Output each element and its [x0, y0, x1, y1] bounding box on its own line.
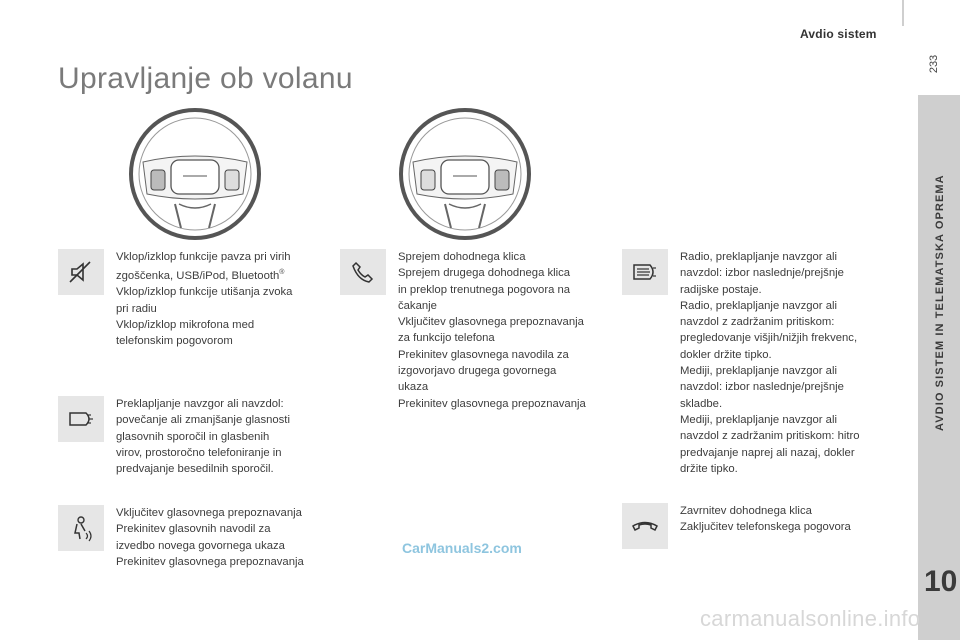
phone-answer-description: [398, 249, 586, 412]
page-number: 233: [928, 54, 941, 74]
header-divider: [902, 0, 904, 26]
radio-media-description: [680, 249, 860, 477]
text-line: skladbe.: [680, 397, 723, 410]
text-line: dokler držite tipko.: [680, 348, 772, 361]
chapter-number: 10: [924, 565, 958, 598]
text-line: izvedbo novega govornega ukaza: [116, 539, 285, 552]
text-line: predvajanje naprej ali nazaj, dokler: [680, 446, 855, 459]
volume-control-description: [116, 396, 290, 477]
text-line: predvajanje besedilnih sporočil.: [116, 463, 274, 476]
text-line: virov, prostoročno telefoniranje in: [116, 446, 282, 459]
phone-hangup-item: [622, 503, 851, 549]
radio-media-item: [622, 249, 860, 477]
section-title: Avdio sistem: [800, 27, 877, 41]
carmanualsonline-watermark: carmanualsonline.info: [700, 606, 921, 631]
text-line: povečanje ali zmanjšanje glasnosti: [116, 414, 290, 427]
text-line: Prekinitev glasovnega prepoznavanja: [116, 555, 304, 568]
text-line: pri radiu: [116, 302, 157, 315]
voice-command-icon: [58, 505, 104, 551]
phone-hangup-description: [680, 503, 851, 549]
phone-answer-item: [340, 249, 586, 412]
text-line: Zaključitev telefonskega pogovora: [680, 521, 851, 534]
text-line: čakanje: [398, 299, 437, 312]
text-line: navzdol: izbor naslednje/prejšnje: [680, 381, 844, 394]
text-line: Zavrnitev dohodnega klica: [680, 505, 812, 517]
mute-control-item: [58, 249, 292, 350]
text-line: za funkcijo telefona: [398, 332, 495, 345]
radio-thumbwheel-icon: [622, 249, 668, 295]
text-line: radijske postaje.: [680, 283, 762, 296]
text-line: Mediji, preklapljanje navzgor ali: [680, 413, 837, 426]
text-line: držite tipko.: [680, 462, 738, 475]
text-line: navzdol z zadržanim pritiskom: hitro: [680, 430, 860, 443]
text-line: izgovorjavo drugega govornega: [398, 365, 557, 378]
voice-command-description: [116, 505, 304, 570]
text-line: Vključitev glasovnega prepoznavanja: [398, 316, 584, 329]
chapter-label: [934, 311, 946, 431]
text-line: ukaza: [398, 381, 429, 394]
text-line: Prekinitev glasovnih navodil za: [116, 523, 271, 536]
text-line: Sprejem dohodnega klica: [398, 251, 526, 263]
text-line: Preklapljanje navzgor ali navzdol:: [116, 398, 284, 410]
text-line: Prekinitev glasovnega prepoznavanja: [398, 397, 586, 410]
phone-answer-icon: [340, 249, 386, 295]
text-line: Vklop/izklop mikrofona med: [116, 318, 255, 331]
voice-command-item: [58, 505, 304, 570]
text-line: Sprejem drugega dohodnega klica: [398, 267, 571, 280]
steering-wheel-left-illustration: [125, 104, 265, 244]
page-title: Upravljanje ob volanu: [58, 62, 353, 95]
carmanuals-watermark: CarManuals2.com: [402, 540, 522, 556]
text-line: in preklop trenutnega pogovora na: [398, 283, 571, 296]
phone-hangup-icon: [622, 503, 668, 549]
text-line: Vklop/izklop funkcije utišanja zvoka: [116, 286, 293, 299]
volume-thumbwheel-icon: [58, 396, 104, 442]
text-line: Mediji, preklapljanje navzgor ali: [680, 365, 837, 378]
registered-mark: ®: [279, 269, 285, 277]
mute-speaker-icon: [58, 249, 104, 295]
text-line: zgoščenka, USB/iPod, Bluetooth®: [116, 269, 285, 283]
text-line: telefonskim pogovorom: [116, 335, 233, 348]
text-line: navzdol: izbor naslednje/prejšnje: [680, 267, 844, 280]
steering-wheel-right-illustration: [395, 104, 535, 244]
text-line: Vključitev glasovnega prepoznavanja: [116, 507, 302, 519]
text-line: Prekinitev glasovnega navodila za: [398, 348, 569, 361]
text-line: Vklop/izklop funkcije pavza pri virih: [116, 251, 291, 263]
text-line: navzdol z zadržanim pritiskom:: [680, 316, 835, 329]
mute-control-description: [116, 249, 292, 350]
text-line: Radio, preklapljanje navzgor ali: [680, 251, 837, 263]
text-line: glasovnih sporočil in glasbenih: [116, 430, 270, 443]
text-line: pregledovanje višjih/nižjih frekvenc,: [680, 332, 858, 345]
volume-control-item: [58, 396, 290, 477]
text-line: Radio, preklapljanje navzgor ali: [680, 299, 837, 312]
